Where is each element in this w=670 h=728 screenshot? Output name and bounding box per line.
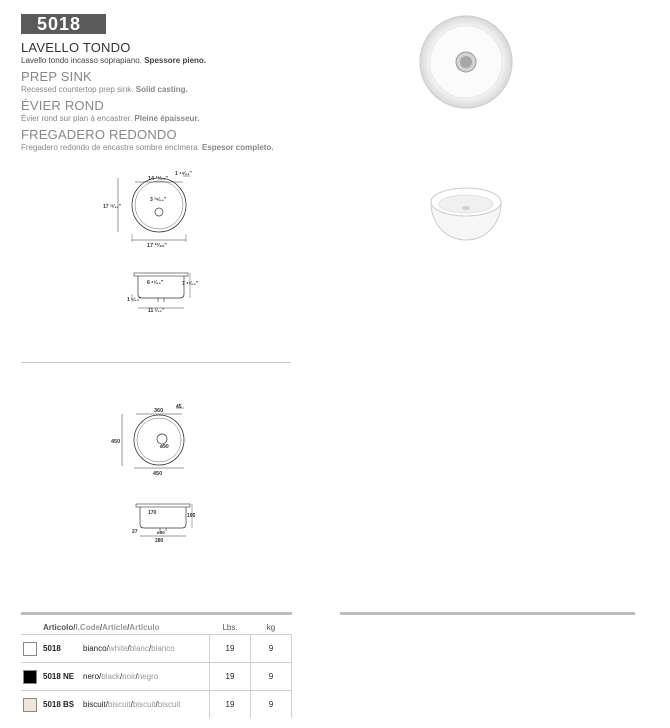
article-code: 5018 BS bbox=[43, 691, 83, 719]
dim-metric-top-outer: 450 bbox=[153, 471, 163, 477]
title-italian: LAVELLO TONDO bbox=[21, 40, 131, 55]
dim-metric-side-bottom: 280 bbox=[155, 538, 164, 544]
color-swatch bbox=[23, 670, 37, 684]
dim-imperial-top-outer: 17 ²³⁄₃₂" bbox=[147, 243, 167, 248]
desc-english: Recessed countertop prep sink. Solid casting. bbox=[21, 85, 188, 94]
table-top-rule bbox=[21, 612, 292, 615]
dim-metric-side-height: 195 bbox=[187, 513, 196, 519]
color-swatch-cell bbox=[21, 691, 43, 719]
color-names: nero/black/noir/negro bbox=[83, 663, 210, 691]
article-code: 5018 NE bbox=[43, 663, 83, 691]
article-table bbox=[21, 620, 292, 718]
dim-imperial-side-rim: 1 ⁵⁄₆₄" bbox=[127, 297, 142, 303]
desc-spanish: Fregadero redondo de encastre sombre encimera. Espesor completo. bbox=[21, 143, 274, 152]
color-swatch-cell bbox=[21, 635, 43, 663]
color-names: biscuit/biscuit/biscuit/biscuit bbox=[83, 691, 210, 719]
weight-kg: 9 bbox=[251, 663, 292, 691]
table-header-article: Articolo/I.Code/Article/Artículo bbox=[43, 622, 160, 632]
right-column-rule bbox=[340, 612, 635, 615]
weight-lbs: 19 bbox=[210, 691, 251, 719]
weight-kg: 9 bbox=[251, 691, 292, 719]
dim-imperial-side-height: 7 ⁴³⁄₆₄" bbox=[182, 281, 199, 287]
table-header-row bbox=[21, 620, 292, 635]
dim-imperial-top-height: 17 ²³⁄₃₂" bbox=[103, 204, 122, 210]
weight-kg: 9 bbox=[251, 635, 292, 663]
dim-metric-side-depth: 170 bbox=[148, 510, 157, 516]
title-french: ÉVIER ROND bbox=[21, 98, 104, 113]
dim-metric-side-drain: ø90 bbox=[157, 530, 165, 535]
dim-metric-top-height: 450 bbox=[111, 439, 121, 445]
section-divider bbox=[21, 362, 291, 363]
sink-perspective-photo bbox=[428, 184, 504, 244]
table-row bbox=[21, 635, 292, 663]
weight-lbs: 19 bbox=[210, 635, 251, 663]
sink-top-photo bbox=[418, 12, 514, 112]
dim-metric-top-rim: 45 bbox=[176, 404, 182, 410]
dim-imperial-side-bottom: 11 ¹⁄₃₂" bbox=[148, 308, 165, 314]
dim-imperial-top-drain: 3 ³⁹⁄₆₄" bbox=[150, 197, 167, 203]
color-swatch-cell bbox=[21, 663, 43, 691]
title-spanish: FREGADERO REDONDO bbox=[21, 127, 177, 142]
article-code: 5018 bbox=[43, 635, 83, 663]
table-header-lbs: Lbs. bbox=[222, 622, 238, 632]
dim-imperial-top-width: 14 ¹¹⁄₆₄" bbox=[148, 176, 168, 182]
dim-imperial-top-rim: 1 ⁴⁹⁄₆₄" bbox=[175, 171, 192, 177]
desc-italian: Lavello tondo incasso soprapiano. Spessore pieno. bbox=[21, 56, 207, 65]
drawing-metric-top bbox=[108, 400, 208, 478]
product-code-badge: 5018 bbox=[21, 14, 106, 34]
table-row bbox=[21, 663, 292, 691]
color-swatch bbox=[23, 642, 37, 656]
table-row bbox=[21, 691, 292, 719]
color-swatch bbox=[23, 698, 37, 712]
color-names: bianco/white/blanc/blanco bbox=[83, 635, 210, 663]
desc-french: Évier rond sur plan à encastrer. Pleine épaisseur. bbox=[21, 114, 200, 123]
drawing-imperial-side bbox=[120, 268, 210, 318]
drawing-metric-side bbox=[128, 500, 208, 546]
table-header-kg: kg bbox=[266, 622, 276, 632]
dim-imperial-side-depth: 6 ⁴¹⁄₆₄" bbox=[147, 280, 164, 286]
drawing-imperial-top bbox=[100, 168, 210, 248]
title-english: PREP SINK bbox=[21, 69, 92, 84]
dim-metric-side-rim: 27 bbox=[132, 529, 138, 535]
dim-metric-top-width: 360 bbox=[154, 408, 164, 414]
weight-lbs: 19 bbox=[210, 663, 251, 691]
dim-metric-top-drain: ø90 bbox=[160, 444, 169, 450]
